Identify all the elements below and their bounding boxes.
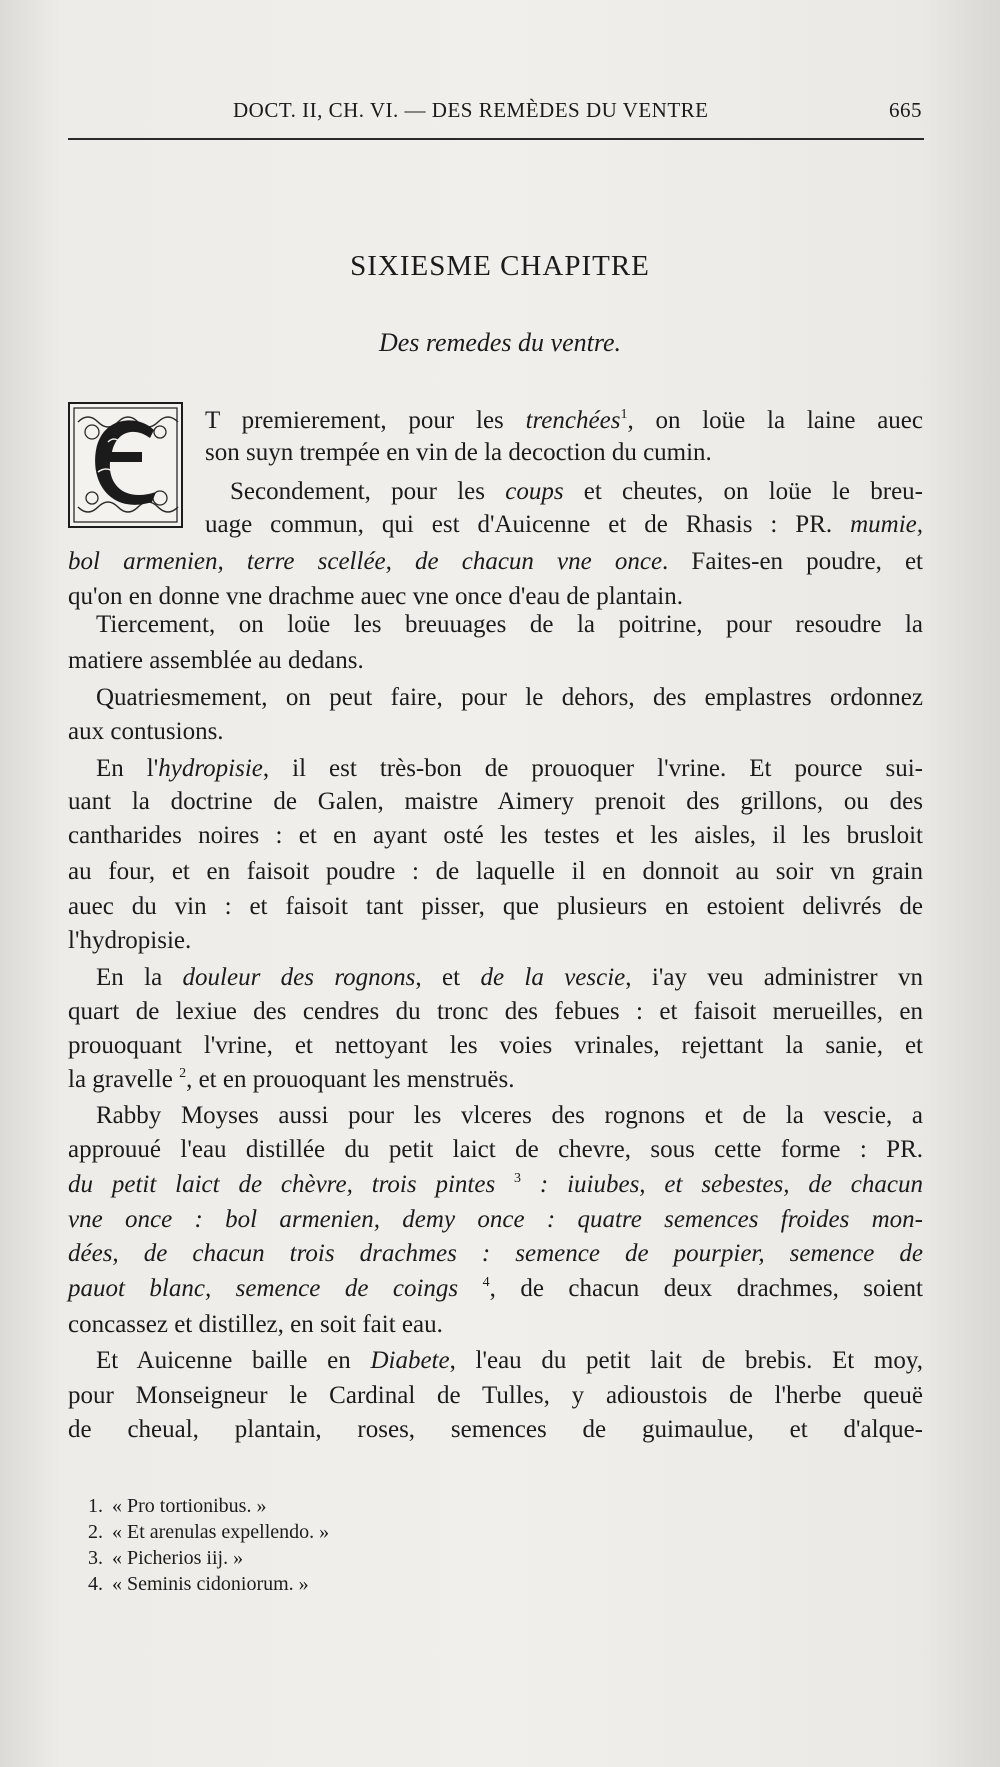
text-line: T premierement, pour les trenchées$^1$, on loüe la laine auec <box>205 407 923 434</box>
text-line: au four, et en faisoit poudre : de laquelle il en donnoit au soir vn grain <box>68 858 923 885</box>
text-line: de cheual, plantain, roses, semences de guimaulue, et d'alque- <box>68 1416 923 1443</box>
text-line: pauot blanc, semence de coings $^4$, de chacun deux drachmes, soient <box>68 1275 924 1302</box>
text-line: En l'hydropisie, il est très-bon de prouoquer l'vrine. Et pource sui- <box>96 755 923 782</box>
chapter-subtitle: Des remedes du ventre. <box>378 328 622 357</box>
footnote: 3. « Picherios iij. » <box>88 1547 244 1569</box>
footnote: 2. « Et arenulas expellendo. » <box>88 1521 330 1543</box>
text-line: uant la doctrine de Galen, maistre Aimery prenoit des grillons, ou des <box>68 788 923 815</box>
text-line: Tiercement, on loüe les breuuages de la poitrine, pour resoudre la <box>96 611 923 638</box>
header-rule <box>68 138 924 140</box>
text-line: vne once : bol armenien, demy once : quatre semences froides mon- <box>68 1206 923 1233</box>
text-line: matiere assemblée au dedans. <box>68 647 364 674</box>
text-line: Secondement, pour les coups et cheutes, on loüe le breu- <box>230 478 923 505</box>
text-line: pour Monseigneur le Cardinal de Tulles, y adioustois de l'herbe queuë <box>68 1382 923 1409</box>
text-line: prouoquant l'vrine, et nettoyant les voies vrinales, rejettant la sanie, et <box>68 1032 923 1059</box>
text-line: cantharides noires : et en ayant osté les testes et les aisles, il les brusloit <box>68 822 923 849</box>
text-line: quart de lexiue des cendres du tronc des febues : et faisoit merueilles, en <box>68 998 923 1025</box>
running-header <box>68 98 922 128</box>
decorated-initial-e-icon <box>68 402 183 528</box>
text-line: uage commun, qui est d'Auicenne et de Rhasis : PR. mumie, <box>205 511 923 538</box>
text-line: Rabby Moyses aussi pour les vlceres des rognons et de la vescie, a <box>96 1102 923 1129</box>
footnotes <box>88 1493 788 1597</box>
text-line: qu'on en donne vne drachme auec vne once d'eau de plantain. <box>68 583 684 610</box>
text-line: approuué l'eau distillée du petit laict de chevre, sous cette forme : PR. <box>68 1136 923 1163</box>
text-line: bol armenien, terre scellée, de chacun vne once. Faites-en poudre, et <box>68 548 923 575</box>
text-line: la gravelle $^2$, et en prouoquant les menstruës. <box>68 1066 515 1093</box>
text-line: son suyn trempée en vin de la decoction du cumin. <box>205 439 712 466</box>
text-line: En la douleur des rognons, et de la vescie, i'ay veu administrer vn <box>96 964 923 991</box>
text-line: concassez et distillez, en soit fait eau. <box>68 1311 443 1338</box>
text-line: Quatriesmement, on peut faire, pour le dehors, des emplastres ordonnez <box>96 684 923 711</box>
text-line: dées, de chacun trois drachmes : semence de pourpier, semence de <box>68 1240 923 1267</box>
text-line: aux contusions. <box>68 718 224 745</box>
chapter-title: SIXIESME CHAPITRE <box>350 250 650 282</box>
page-number: 665 <box>889 98 922 122</box>
text-line: du petit laict de chèvre, trois pintes $^3$ : iuiubes, et sebestes, de chacun <box>68 1171 923 1198</box>
text-line: auec du vin : et faisoit tant pisser, que plusieurs en estoient delivrés de <box>68 893 923 920</box>
text-line: l'hydropisie. <box>68 927 192 954</box>
running-title: DOCT. II, CH. VI. — DES REMÈDES DU VENTRE <box>233 98 709 122</box>
text-line: Et Auicenne baille en Diabete, l'eau du petit lait de brebis. Et moy, <box>96 1347 923 1374</box>
footnote: 4. « Seminis cidoniorum. » <box>88 1573 309 1595</box>
footnote: 1. « Pro tortionibus. » <box>88 1495 267 1517</box>
